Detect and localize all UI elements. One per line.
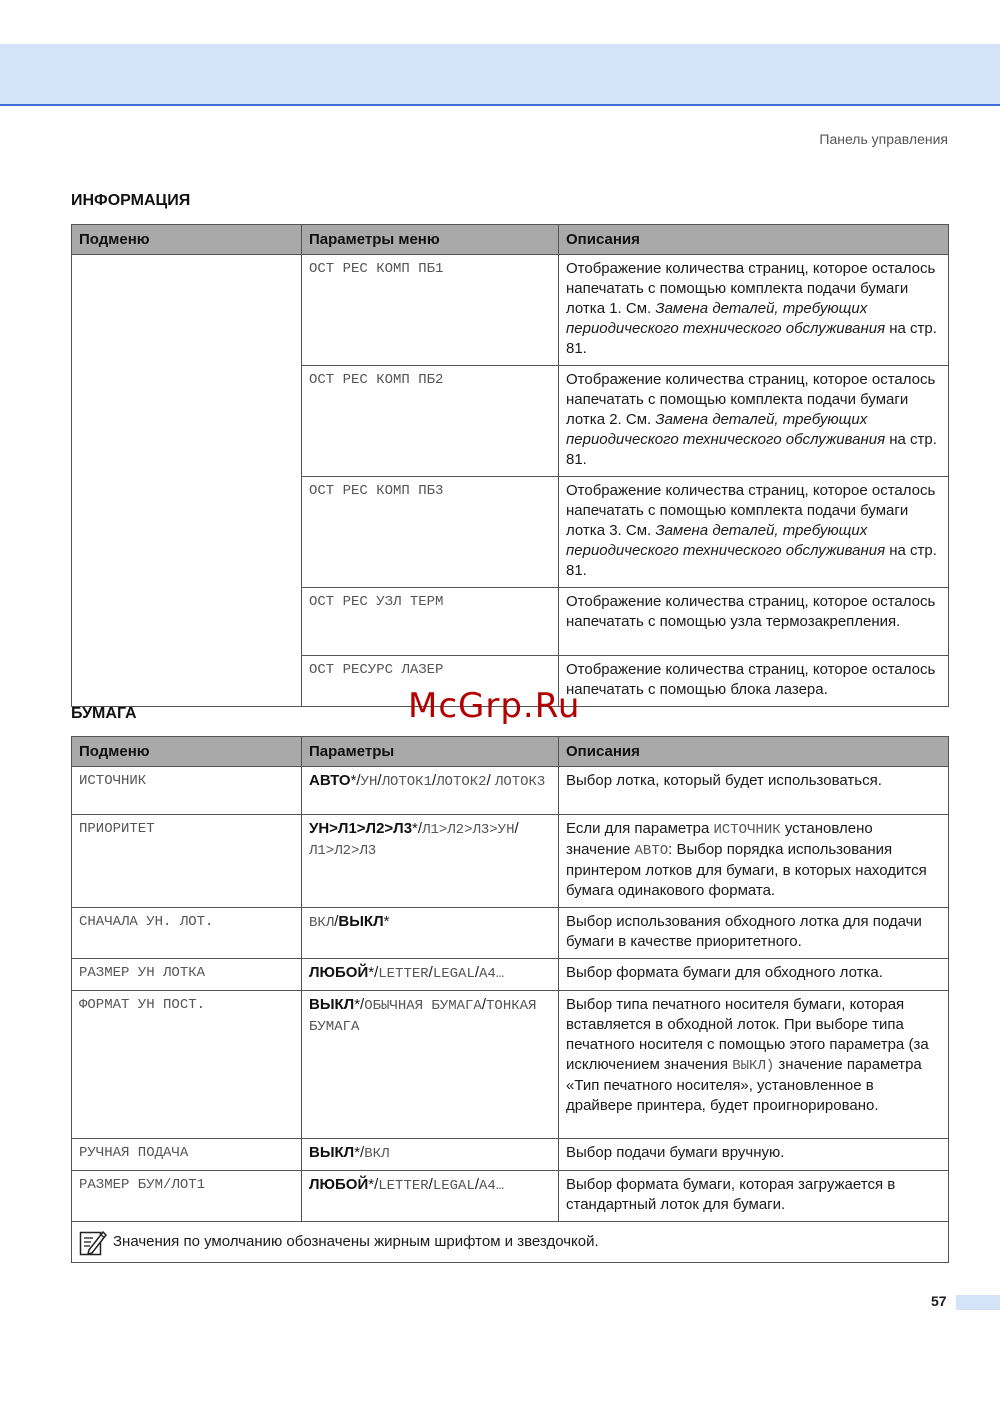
default-value: ЛЮБОЙ bbox=[309, 1176, 369, 1193]
description-cell bbox=[559, 366, 949, 477]
info-table bbox=[71, 224, 949, 707]
table-row bbox=[72, 959, 949, 991]
description-cell: Отображение количества страниц, которое осталось напечатать с помощью блока лазера. bbox=[559, 656, 949, 707]
column-header: Подменю bbox=[72, 737, 302, 767]
submenu-cell-empty bbox=[72, 255, 302, 707]
description-cell bbox=[559, 255, 949, 366]
inline-param: ВЫКЛ) bbox=[732, 1058, 775, 1074]
submenu-cell: РАЗМЕР УН ЛОТКА bbox=[72, 959, 302, 991]
table-row bbox=[72, 767, 949, 815]
separator: / bbox=[474, 1176, 480, 1193]
cross-reference: Замена деталей, требующих периодического технического обслуживания bbox=[566, 522, 886, 559]
option: LETTER bbox=[378, 1178, 429, 1194]
table-row bbox=[72, 991, 949, 1139]
separator: */ bbox=[354, 996, 365, 1013]
note-pencil-icon bbox=[79, 1228, 107, 1256]
top-banner bbox=[0, 44, 1000, 106]
description-cell: Выбор формата бумаги, которая загружается в стандартный лоток для бумаги. bbox=[559, 1171, 949, 1222]
separator: / bbox=[428, 964, 433, 981]
description-cell bbox=[559, 991, 949, 1139]
note-text: Значения по умолчанию обозначены жирным шрифтом и звездочкой. bbox=[113, 1233, 599, 1250]
default-value: ВЫКЛ bbox=[309, 1144, 355, 1161]
description-cell bbox=[559, 477, 949, 588]
cross-reference: Замена деталей, требующих периодического технического обслуживания bbox=[566, 300, 886, 337]
desc-text: Отображение количества страниц, которое осталось напечатать с помощью комплекта подачи бумаги лотка 1. См. bbox=[566, 260, 936, 317]
param-cell: ОСТ РЕС КОМП ПБ2 bbox=[302, 366, 559, 477]
desc-text: Отображение количества страниц, которое осталось напечатать с помощью комплекта подачи бумаги лотка 3. См. bbox=[566, 482, 936, 539]
option: LETTER bbox=[378, 966, 429, 982]
params-cell bbox=[302, 908, 559, 959]
table-header-row bbox=[72, 737, 949, 767]
option: LEGAL bbox=[432, 1178, 475, 1194]
default-value: АВТО bbox=[309, 772, 351, 789]
option: ЛОТОК2 bbox=[436, 774, 487, 790]
column-header: Описания bbox=[559, 225, 949, 255]
inline-param: ИСТОЧНИК bbox=[713, 822, 781, 838]
desc-text: на стр. 81. bbox=[566, 542, 937, 579]
separator: */ bbox=[354, 1144, 365, 1161]
note-row bbox=[72, 1222, 949, 1263]
desc-text: Выбор типа печатного носителя бумаги, которая вставляется в обходной лоток. При выборе типа печатного носителя с помощью этого параметра (за исключением значения bbox=[566, 996, 929, 1073]
table-row bbox=[72, 815, 949, 908]
param-cell: ОСТ РЕСУРС ЛАЗЕР bbox=[302, 656, 559, 707]
separator: / bbox=[474, 964, 480, 981]
description-cell: Выбор лотка, который будет использоваться. bbox=[559, 767, 949, 815]
option: УН bbox=[360, 774, 378, 790]
section-title-paper: БУМАГА bbox=[71, 705, 137, 722]
note-cell bbox=[72, 1222, 949, 1263]
option: ОБЫЧНАЯ БУМАГА bbox=[364, 998, 482, 1014]
option: ВКЛ bbox=[309, 915, 335, 931]
table-row bbox=[72, 1139, 949, 1171]
submenu-cell: ИСТОЧНИК bbox=[72, 767, 302, 815]
watermark: McGrp.Ru bbox=[408, 686, 581, 726]
submenu-cell: ФОРМАТ УН ПОСТ. bbox=[72, 991, 302, 1139]
separator: / bbox=[514, 820, 519, 837]
description-cell: Отображение количества страниц, которое осталось напечатать с помощью узла термозакрепления. bbox=[559, 588, 949, 656]
option: LEGAL bbox=[432, 966, 475, 982]
separator: */ bbox=[412, 820, 423, 837]
option: Л1>Л2>Л3>УН bbox=[422, 822, 515, 838]
separator: / bbox=[481, 996, 487, 1013]
desc-text: на стр. 81. bbox=[566, 431, 937, 468]
separator: */ bbox=[368, 964, 379, 981]
option: ЛОТОК1 bbox=[381, 774, 432, 790]
page-tab bbox=[956, 1295, 1000, 1310]
column-header: Параметры меню bbox=[302, 225, 559, 255]
option: Л1>Л2>Л3 bbox=[309, 843, 377, 859]
option: A4… bbox=[479, 966, 505, 982]
params-cell bbox=[302, 959, 559, 991]
params-cell bbox=[302, 991, 559, 1139]
default-value: ЛЮБОЙ bbox=[309, 964, 369, 981]
params-cell bbox=[302, 1139, 559, 1171]
submenu-cell: ПРИОРИТЕТ bbox=[72, 815, 302, 908]
column-header: Параметры bbox=[302, 737, 559, 767]
column-header: Описания bbox=[559, 737, 949, 767]
page-number: 57 bbox=[931, 1293, 947, 1309]
table-row bbox=[72, 1171, 949, 1222]
separator: / bbox=[334, 913, 339, 930]
param-cell: ОСТ РЕС УЗЛ ТЕРМ bbox=[302, 588, 559, 656]
running-header: Панель управления bbox=[819, 131, 948, 147]
description-cell: Выбор формата бумаги для обходного лотка. bbox=[559, 959, 949, 991]
inline-param: АВТО bbox=[634, 843, 669, 859]
desc-text: значение параметра «Тип печатного носителя», установленное в драйвере принтера, будет проигнорировано. bbox=[566, 1056, 922, 1114]
desc-text: Если для параметра bbox=[566, 820, 714, 837]
submenu-cell: РУЧНАЯ ПОДАЧА bbox=[72, 1139, 302, 1171]
column-header: Подменю bbox=[72, 225, 302, 255]
description-cell: Выбор использования обходного лотка для подачи бумаги в качестве приоритетного. bbox=[559, 908, 949, 959]
submenu-cell: РАЗМЕР БУМ/ЛОТ1 bbox=[72, 1171, 302, 1222]
desc-text: установлено значение bbox=[566, 820, 873, 858]
separator: / bbox=[377, 772, 382, 789]
table-header-row bbox=[72, 225, 949, 255]
separator: / bbox=[431, 772, 437, 789]
section-title-info: ИНФОРМАЦИЯ bbox=[71, 192, 191, 209]
table-row bbox=[72, 255, 949, 366]
desc-text: : Выбор порядка использования принтером лотков для бумаги, в которых находится бумага одинакового формата. bbox=[566, 841, 927, 899]
option: ТОНКАЯ БУМАГА bbox=[309, 998, 537, 1035]
option: ВКЛ bbox=[364, 1146, 390, 1162]
option: ЛОТОК3 bbox=[494, 774, 546, 790]
paper-table bbox=[71, 736, 949, 1263]
desc-text: на стр. 81. bbox=[566, 320, 937, 357]
separator: */ bbox=[368, 1176, 379, 1193]
separator: */ bbox=[350, 772, 361, 789]
description-cell bbox=[559, 815, 949, 908]
param-cell: ОСТ РЕС КОМП ПБ3 bbox=[302, 477, 559, 588]
desc-text: Отображение количества страниц, которое осталось напечатать с помощью комплекта подачи бумаги лотка 2. См. bbox=[566, 371, 936, 428]
params-cell bbox=[302, 1171, 559, 1222]
cross-reference: Замена деталей, требующих периодического технического обслуживания bbox=[566, 411, 886, 448]
separator: / bbox=[486, 772, 491, 789]
params-cell bbox=[302, 815, 559, 908]
default-value: УН>Л1>Л2>Л3 bbox=[309, 820, 413, 837]
submenu-cell: СНАЧАЛА УН. ЛОТ. bbox=[72, 908, 302, 959]
default-value: ВЫКЛ bbox=[309, 996, 355, 1013]
default-value: ВЫКЛ bbox=[338, 913, 384, 930]
table-row bbox=[72, 908, 949, 959]
param-cell: ОСТ РЕС КОМП ПБ1 bbox=[302, 255, 559, 366]
option: A4… bbox=[479, 1178, 505, 1194]
params-cell bbox=[302, 767, 559, 815]
separator: / bbox=[428, 1176, 433, 1193]
separator: * bbox=[383, 913, 390, 930]
description-cell: Выбор подачи бумаги вручную. bbox=[559, 1139, 949, 1171]
